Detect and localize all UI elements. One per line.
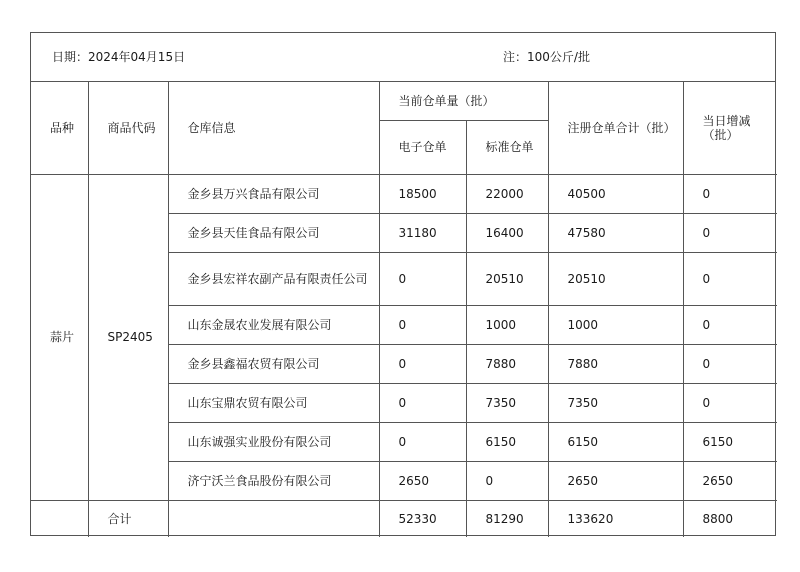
table-row [31, 174, 777, 213]
col-header-current-warrants: 当前仓单量（批） [379, 82, 548, 120]
electronic-count: 0 [379, 422, 466, 461]
warehouse-name: 山东宝鼎农贸有限公司 [168, 383, 379, 422]
daily-change: 6150 [683, 422, 777, 461]
product-code-cell: SP2405 [88, 174, 168, 500]
warehouse-name: 金乡县宏祥农副产品有限责任公司 [168, 252, 379, 305]
registered-total: 40500 [548, 174, 683, 213]
totals-row [31, 500, 777, 537]
electronic-count: 2650 [379, 461, 466, 500]
warehouse-name: 山东诚强实业股份有限公司 [168, 422, 379, 461]
daily-change: 0 [683, 252, 777, 305]
standard-count: 1000 [466, 305, 548, 344]
warehouse-name: 济宁沃兰食品股份有限公司 [168, 461, 379, 500]
electronic-count: 0 [379, 383, 466, 422]
registered-total: 6150 [548, 422, 683, 461]
col-header-variety: 品种 [31, 82, 88, 174]
warehouse-name: 金乡县鑫福农贸有限公司 [168, 344, 379, 383]
variety-cell: 蒜片 [31, 174, 88, 500]
electronic-count: 31180 [379, 213, 466, 252]
electronic-count: 0 [379, 252, 466, 305]
col-header-electronic: 电子仓单 [379, 120, 466, 174]
standard-count: 6150 [466, 422, 548, 461]
daily-change: 0 [683, 305, 777, 344]
unit-note: 注：100公斤/批 [503, 50, 590, 64]
warehouse-name: 山东金晟农业发展有限公司 [168, 305, 379, 344]
warrant-table [31, 82, 777, 537]
electronic-count: 0 [379, 344, 466, 383]
report-date: 日期：2024年04月15日 [52, 50, 186, 64]
registered-total: 1000 [548, 305, 683, 344]
standard-count: 20510 [466, 252, 548, 305]
registered-total: 7880 [548, 344, 683, 383]
col-header-standard: 标准仓单 [466, 120, 548, 174]
electronic-count: 18500 [379, 174, 466, 213]
warehouse-name: 金乡县天佳食品有限公司 [168, 213, 379, 252]
standard-count: 0 [466, 461, 548, 500]
totals-electronic: 52330 [379, 500, 466, 537]
report-header [31, 33, 775, 82]
registered-total: 47580 [548, 213, 683, 252]
daily-change: 2650 [683, 461, 777, 500]
standard-count: 22000 [466, 174, 548, 213]
daily-change: 0 [683, 344, 777, 383]
standard-count: 16400 [466, 213, 548, 252]
totals-change: 8800 [683, 500, 777, 537]
totals-warehouse-empty [168, 500, 379, 537]
totals-registered: 133620 [548, 500, 683, 537]
electronic-count: 0 [379, 305, 466, 344]
warrant-report [30, 32, 776, 536]
registered-total: 7350 [548, 383, 683, 422]
standard-count: 7880 [466, 344, 548, 383]
col-header-product-code: 商品代码 [88, 82, 168, 174]
registered-total: 2650 [548, 461, 683, 500]
daily-change: 0 [683, 213, 777, 252]
totals-label: 合计 [88, 500, 168, 537]
header-row [31, 82, 777, 120]
standard-count: 7350 [466, 383, 548, 422]
col-header-warehouse: 仓库信息 [168, 82, 379, 174]
warehouse-name: 金乡县万兴食品有限公司 [168, 174, 379, 213]
col-header-registered-total: 注册仓单合计（批） [548, 82, 683, 174]
registered-total: 20510 [548, 252, 683, 305]
col-header-daily-change: 当日增减（批） [683, 82, 777, 174]
totals-standard: 81290 [466, 500, 548, 537]
daily-change: 0 [683, 383, 777, 422]
daily-change: 0 [683, 174, 777, 213]
totals-spacer [31, 500, 88, 537]
